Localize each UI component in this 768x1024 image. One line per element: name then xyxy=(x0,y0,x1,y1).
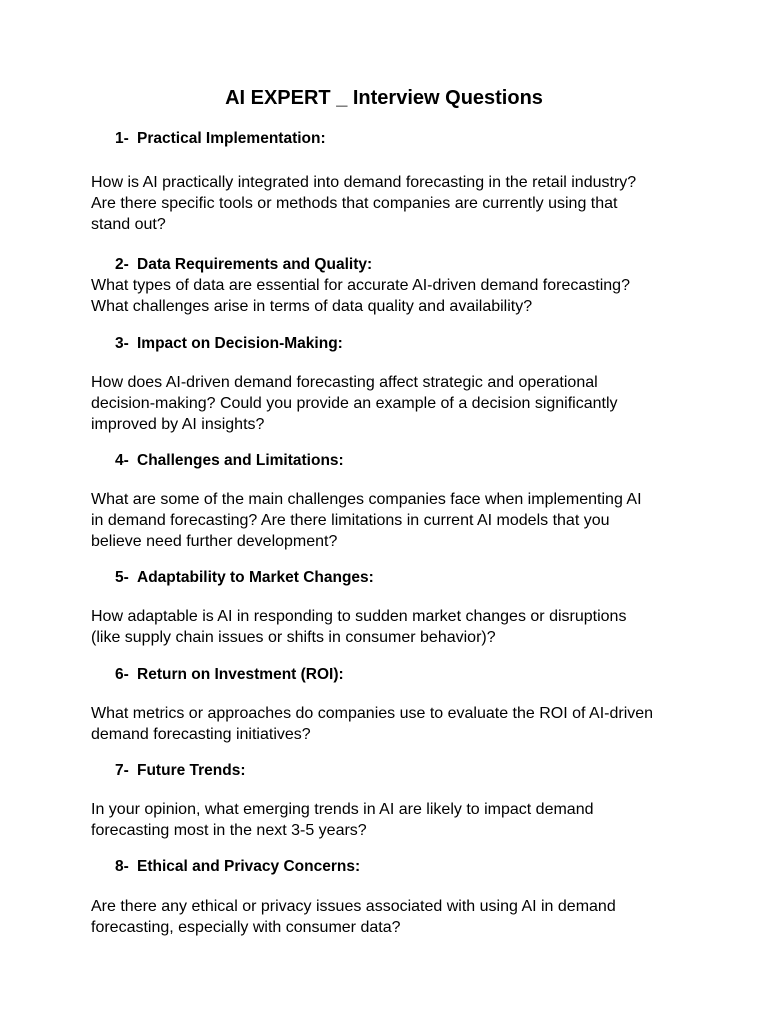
paragraph-line: stand out? xyxy=(91,216,166,233)
section-heading xyxy=(115,569,374,587)
section-number: 8- xyxy=(115,858,129,875)
section-title: Impact on Decision-Making: xyxy=(137,335,343,352)
section-number: 2- xyxy=(115,256,129,273)
section-title: Return on Investment (ROI): xyxy=(137,666,344,683)
section-heading xyxy=(115,335,343,353)
paragraph-line: What types of data are essential for accurate AI-driven demand forecasting? xyxy=(91,277,630,294)
section-title: Ethical and Privacy Concerns: xyxy=(137,858,361,875)
paragraph-line: (like supply chain issues or shifts in consumer behavior)? xyxy=(91,629,496,646)
paragraph-line: forecasting most in the next 3-5 years? xyxy=(91,822,367,839)
section-number: 3- xyxy=(115,335,129,352)
section-paragraph xyxy=(91,489,681,552)
paragraph-line: In your opinion, what emerging trends in AI are likely to impact demand xyxy=(91,801,594,818)
paragraph-line: in demand forecasting? Are there limitations in current AI models that you xyxy=(91,512,610,529)
section-number: 6- xyxy=(115,666,129,683)
paragraph-line: What are some of the main challenges companies face when implementing AI xyxy=(91,491,642,508)
section-number: 7- xyxy=(115,762,129,779)
paragraph-line: improved by AI insights? xyxy=(91,416,265,433)
paragraph-line: decision-making? Could you provide an example of a decision significantly xyxy=(91,395,618,412)
section-heading xyxy=(115,858,360,876)
section-paragraph xyxy=(91,606,681,648)
section-number: 4- xyxy=(115,452,129,469)
paragraph-line: Are there any ethical or privacy issues associated with using AI in demand xyxy=(91,898,616,915)
paragraph-line: forecasting, especially with consumer data? xyxy=(91,919,401,936)
paragraph-line: How is AI practically integrated into demand forecasting in the retail industry? xyxy=(91,174,637,191)
section-title: Adaptability to Market Changes: xyxy=(137,569,374,586)
section-paragraph xyxy=(91,896,681,938)
section-number: 1- xyxy=(115,130,129,147)
paragraph-line: What metrics or approaches do companies use to evaluate the ROI of AI-driven xyxy=(91,705,654,722)
section-heading xyxy=(115,256,372,274)
paragraph-line: How does AI-driven demand forecasting affect strategic and operational xyxy=(91,374,598,391)
section-heading xyxy=(115,452,344,470)
section-heading xyxy=(115,130,326,148)
section-title: Future Trends: xyxy=(137,762,246,779)
paragraph-line: believe need further development? xyxy=(91,533,338,550)
section-title: Data Requirements and Quality: xyxy=(137,256,373,273)
section-heading xyxy=(115,762,246,780)
paragraph-line: How adaptable is AI in responding to sudden market changes or disruptions xyxy=(91,608,627,625)
document-title: AI EXPERT _ Interview Questions xyxy=(225,87,543,109)
section-paragraph xyxy=(91,172,681,235)
section-number: 5- xyxy=(115,569,129,586)
section-paragraph xyxy=(91,372,681,435)
section-title: Challenges and Limitations: xyxy=(137,452,344,469)
paragraph-line: demand forecasting initiatives? xyxy=(91,726,311,743)
paragraph-line: What challenges arise in terms of data quality and availability? xyxy=(91,298,533,315)
paragraph-line: Are there specific tools or methods that companies are currently using that xyxy=(91,195,618,212)
section-title: Practical Implementation: xyxy=(137,130,326,147)
section-paragraph xyxy=(91,275,681,317)
section-paragraph xyxy=(91,799,681,841)
section-paragraph xyxy=(91,703,681,745)
section-heading xyxy=(115,666,344,684)
